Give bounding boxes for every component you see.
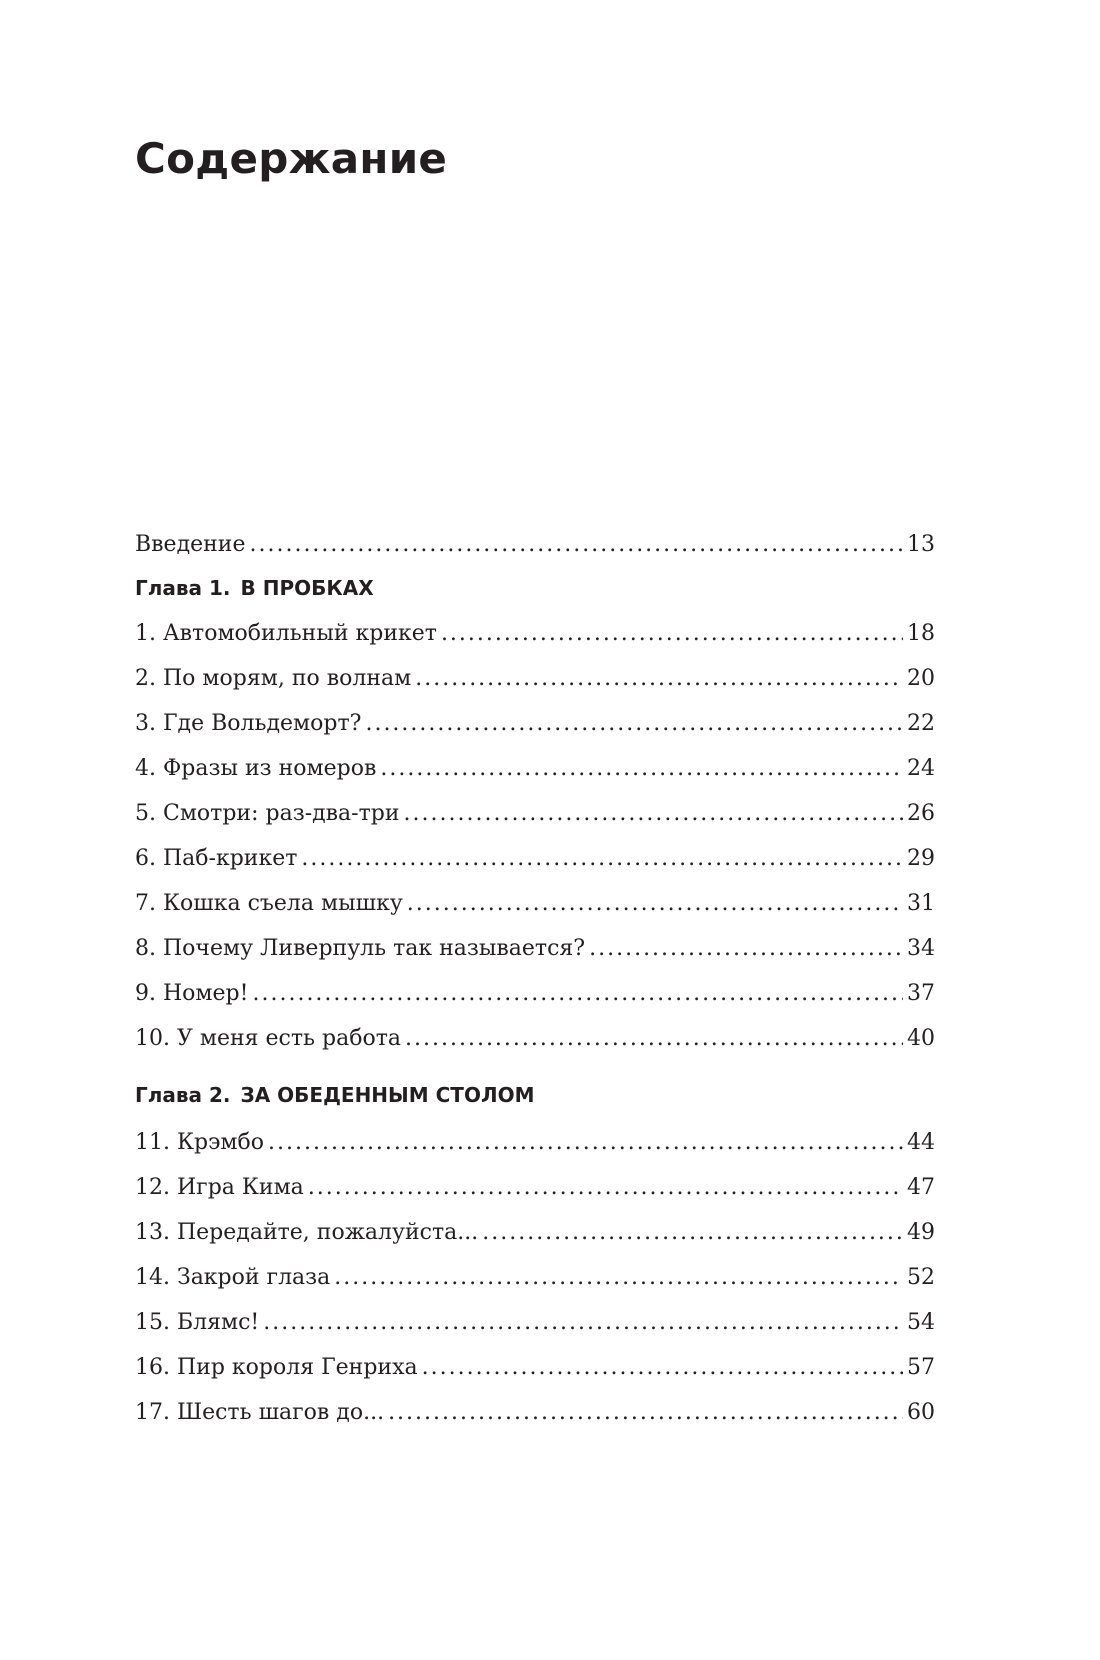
toc-entry[interactable] xyxy=(135,1128,935,1158)
toc-entry-label: 7. Кошка съела мышку xyxy=(135,891,403,916)
dot-leader xyxy=(365,709,903,739)
dot-leader xyxy=(415,664,903,694)
toc-entry[interactable] xyxy=(135,1308,935,1338)
toc-page-number: 44 xyxy=(907,1130,935,1155)
chapter-heading-1 xyxy=(135,574,935,602)
toc-page-number: 13 xyxy=(907,532,935,557)
toc-entry-label: 12. Игра Кима xyxy=(135,1175,304,1200)
toc-entry-label: 4. Фразы из номеров xyxy=(135,756,377,781)
toc-entry-introduction[interactable] xyxy=(135,530,935,560)
chapter-title: ЗА ОБЕДЕННЫМ СТОЛОМ xyxy=(240,1083,535,1107)
toc-entry[interactable] xyxy=(135,1398,935,1428)
toc-entry-label: 14. Закрой глаза xyxy=(135,1265,331,1290)
toc-page-number: 40 xyxy=(907,1026,935,1051)
toc-entry[interactable] xyxy=(135,1218,935,1248)
toc-entry-label: 6. Паб-крикет xyxy=(135,846,298,871)
toc-entry-label: 9. Номер! xyxy=(135,981,249,1006)
toc-entry-label: 8. Почему Ливерпуль так называется? xyxy=(135,936,586,961)
toc-entry-label: Введение xyxy=(135,532,246,557)
chapter-title: В ПРОБКАХ xyxy=(240,576,374,600)
toc-entry-label: 17. Шесть шагов до... xyxy=(135,1400,385,1425)
chapter-number: Глава 1. xyxy=(135,576,231,600)
toc-entry[interactable] xyxy=(135,844,935,874)
dot-leader xyxy=(308,1173,903,1203)
toc-page-number: 22 xyxy=(907,711,935,736)
toc-page-number: 57 xyxy=(907,1355,935,1380)
dot-leader xyxy=(589,934,903,964)
toc-entry[interactable] xyxy=(135,979,935,1009)
toc-entry-label: 11. Крэмбо xyxy=(135,1130,265,1155)
toc-entry[interactable] xyxy=(135,1353,935,1383)
toc-page-number: 52 xyxy=(907,1265,935,1290)
toc-entry[interactable] xyxy=(135,1263,935,1293)
toc-page-number: 18 xyxy=(907,621,935,646)
dot-leader xyxy=(482,1218,903,1248)
dot-leader xyxy=(252,979,903,1009)
toc-page-number: 24 xyxy=(907,756,935,781)
dot-leader xyxy=(380,754,903,784)
toc-entry[interactable] xyxy=(135,619,935,649)
dot-leader xyxy=(249,530,903,560)
dot-leader xyxy=(263,1308,903,1338)
dot-leader xyxy=(441,619,903,649)
dot-leader xyxy=(388,1398,903,1428)
toc-entry-label: 2. По морям, по волнам xyxy=(135,666,412,691)
dot-leader xyxy=(422,1353,903,1383)
chapter-number: Глава 2. xyxy=(135,1083,231,1107)
toc-page-number: 34 xyxy=(907,936,935,961)
toc-entry-label: 15. Блямс! xyxy=(135,1310,260,1335)
toc-entry[interactable] xyxy=(135,1173,935,1203)
toc-entry-label: 3. Где Вольдеморт? xyxy=(135,711,362,736)
toc-entry[interactable] xyxy=(135,934,935,964)
toc-entry[interactable] xyxy=(135,799,935,829)
toc-page-number: 20 xyxy=(907,666,935,691)
page-title: Содержание xyxy=(135,134,448,183)
toc-entry-label: 13. Передайте, пожалуйста... xyxy=(135,1220,479,1245)
toc-entry[interactable] xyxy=(135,889,935,919)
toc-page-number: 26 xyxy=(907,801,935,826)
toc-page-number: 31 xyxy=(907,891,935,916)
dot-leader xyxy=(301,844,903,874)
dot-leader xyxy=(268,1128,903,1158)
toc-entry-label: 5. Смотри: раз-два-три xyxy=(135,801,400,826)
toc-page-number: 47 xyxy=(907,1175,935,1200)
toc-entry-label: 10. У меня есть работа xyxy=(135,1026,401,1051)
dot-leader xyxy=(407,889,903,919)
toc-entry[interactable] xyxy=(135,709,935,739)
toc-entry-label: 16. Пир короля Генриха xyxy=(135,1355,418,1380)
toc-entry[interactable] xyxy=(135,664,935,694)
toc-page-number: 54 xyxy=(907,1310,935,1335)
toc-page-number: 60 xyxy=(907,1400,935,1425)
toc-entry[interactable] xyxy=(135,754,935,784)
dot-leader xyxy=(404,799,903,829)
toc-page-number: 49 xyxy=(907,1220,935,1245)
dot-leader xyxy=(334,1263,903,1293)
toc-page-number: 29 xyxy=(907,846,935,871)
toc-entry[interactable] xyxy=(135,1024,935,1054)
toc-page-number: 37 xyxy=(907,981,935,1006)
dot-leader xyxy=(405,1024,903,1054)
toc-entry-label: 1. Автомобильный крикет xyxy=(135,621,437,646)
chapter-heading-2 xyxy=(135,1081,935,1109)
